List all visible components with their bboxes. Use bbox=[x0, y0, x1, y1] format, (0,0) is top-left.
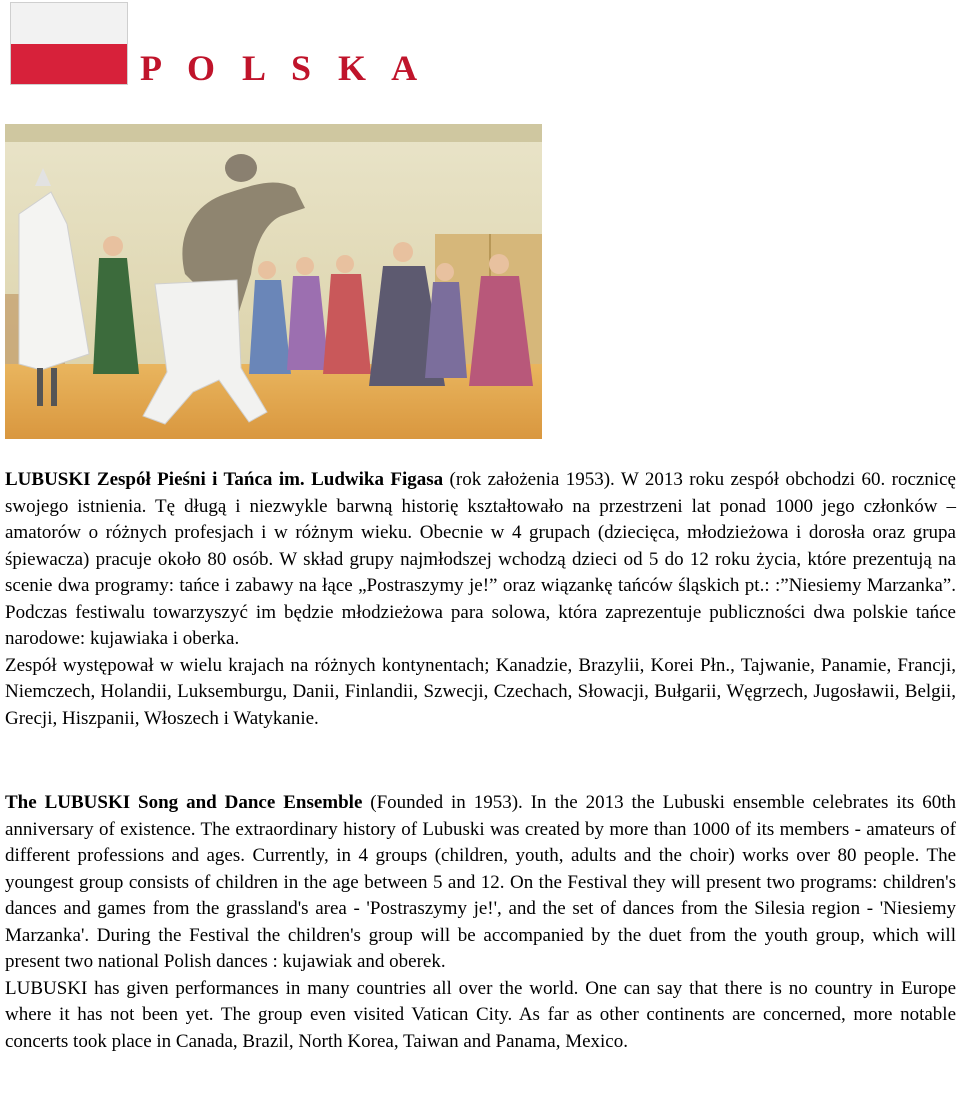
polish-description bbox=[5, 467, 956, 732]
polish-paragraph-1-body: (rok założenia 1953). W 2013 roku zespół obchodzi 60. rocznicę swojego istnienia. Tę długą i niezwykle barwną historię kształtowało na przestrzeni lat ponad 1000 jego członków – amatorów o różnych profesjach i w różnym wieku. Obecnie w 4 grupach (dziecięca, młodzieżowa i dorosła oraz grupa śpiewacza) pracuje około 80 osób. W skład grupy najmłodszej wchodzą dzieci od 5 do 12 roku życia, które prezentują na scenie dwa programy: tańce i zabawy na łące „Postraszymy je!” oraz wiązankę tańców śląskich pt.: :”Niesiemy Marzanka”. Podczas festiwalu towarzyszyć im będzie młodzieżowa para solowa, która zaprezentuje publiczności dwa polskie tańce narodowe: kujawiaka i oberka. bbox=[5, 469, 956, 649]
english-paragraph-2: LUBUSKI has given performances in many countries all over the world. One can say that there is no country in Europe where it has not been yet. The group even visited Vatican City. As far as other continents are concerned, more notable concerts took place in Canada, Brazil, North Korea, Taiwan and Panama, Mexico. bbox=[5, 977, 956, 1052]
poland-flag bbox=[10, 2, 128, 85]
english-paragraph-1-body: (Founded in 1953). In the 2013 the Lubuski ensemble celebrates its 60th anniversary of existence. The extraordinary history of Lubuski was created by more than 1000 of its members - amateurs of different professions and ages. Currently, in 4 groups (children, youth, adults and the choir) works over 80 people. The youngest group consists of children in the age between 5 and 12. On the Festival they will present two programs: children's dances and games from the grassland's area - 'Postraszymy je!', and the set of dances from the Silesia region - 'Niesiemy Marzanka'. During the Festival the children's group will be accompanied by the duet from the youth group, which will present two national Polish dances : kujawiak and oberek. bbox=[5, 792, 956, 972]
flag-white-stripe bbox=[11, 3, 127, 44]
english-ensemble-name: The LUBUSKI Song and Dance Ensemble bbox=[5, 792, 363, 813]
flag-red-stripe bbox=[11, 44, 127, 85]
children-folk-dance-photo bbox=[5, 124, 542, 439]
polish-ensemble-name: LUBUSKI Zespół Pieśni i Tańca im. Ludwika Figasa bbox=[5, 469, 444, 490]
country-title: P O L S K A bbox=[140, 48, 427, 88]
english-paragraph-1 bbox=[5, 790, 956, 976]
polish-paragraph-1 bbox=[5, 467, 956, 653]
polish-paragraph-2: Zespół występował w wielu krajach na różnych kontynentach; Kanadzie, Brazylii, Korei Płn., Tajwanie, Panamie, Francji, Niemczech, Holandii, Luksemburgu, Danii, Finlandii, Szwecji, Czechach, Słowacji, Bułgarii, Węgrzech, Jugosławii, Belgii, Grecji, Hiszpanii, Włoszech i Watykanie. bbox=[5, 654, 956, 729]
english-description bbox=[5, 790, 956, 1055]
